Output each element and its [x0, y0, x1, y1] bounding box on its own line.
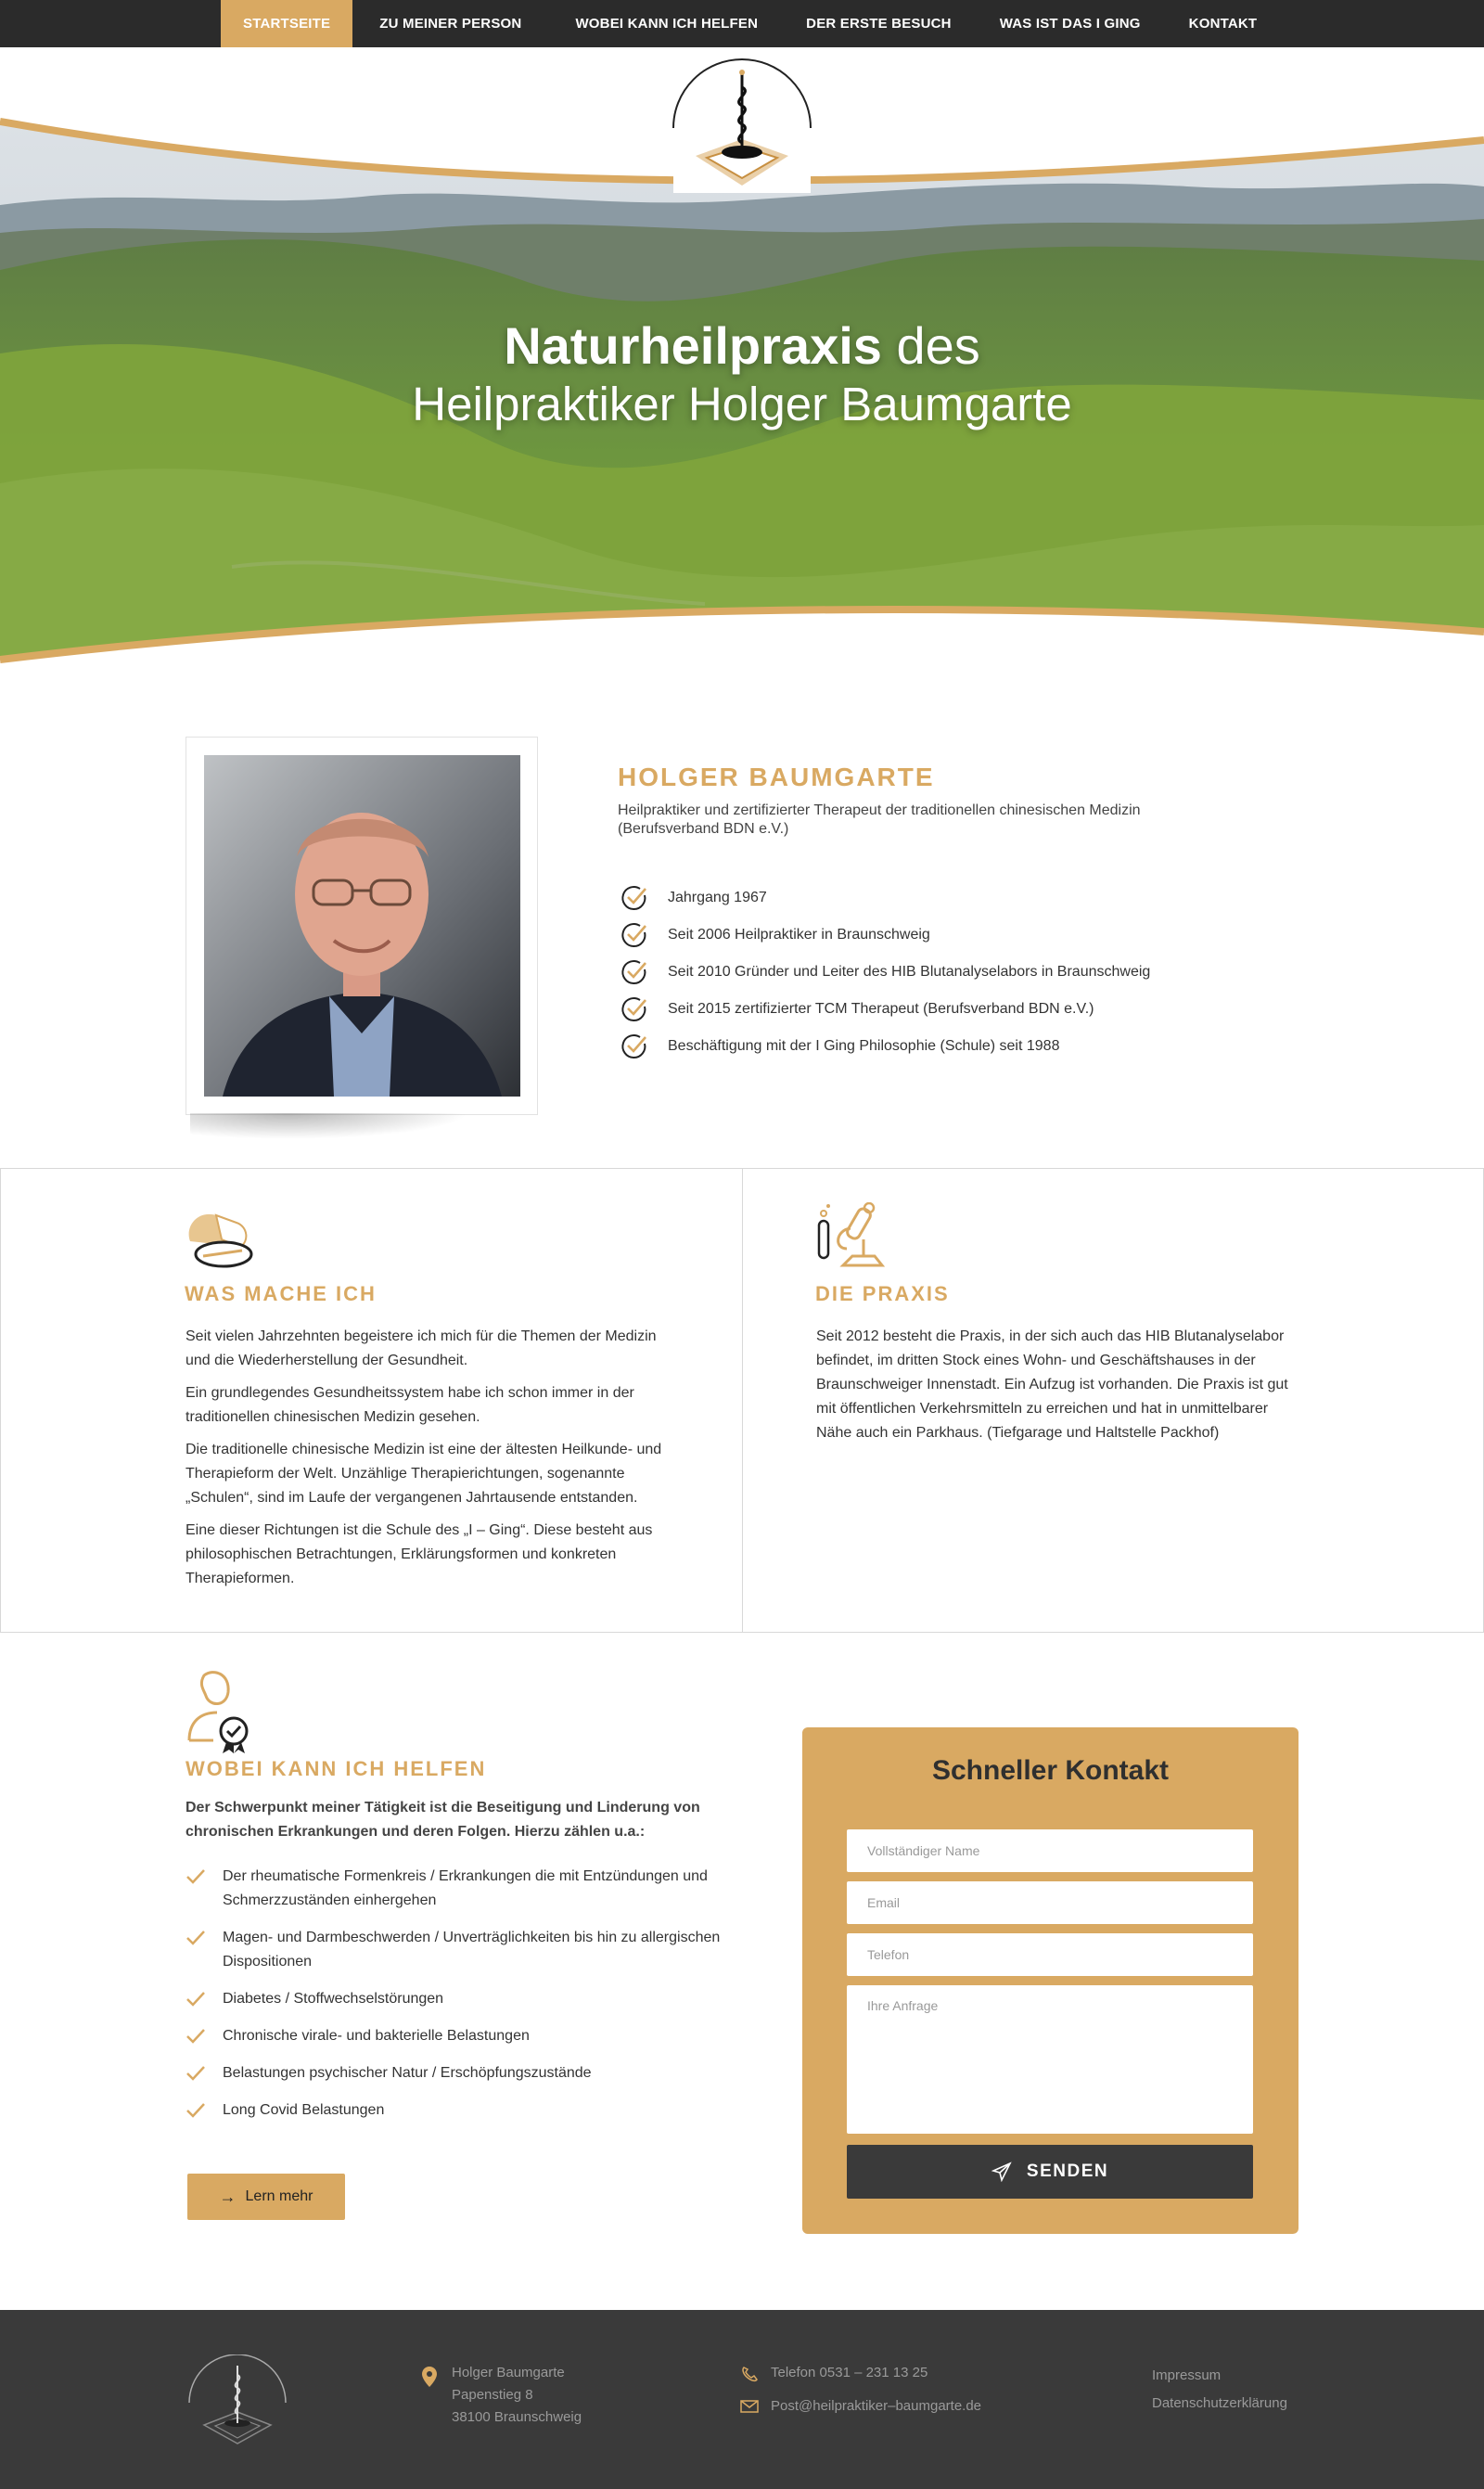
about-fact	[620, 1028, 1150, 1065]
check-circle-icon	[620, 920, 649, 950]
message-textarea[interactable]: Ihre Anfrage	[847, 1985, 1253, 2134]
check-circle-icon	[620, 994, 649, 1024]
nav-item-startseite[interactable]: STARTSEITE	[221, 0, 352, 47]
learn-more-button[interactable]	[187, 2174, 345, 2220]
paragraph: Die traditionelle chinesische Medizin ist eine der ältesten Heilkunde- und Therapieform der Welt. Unzählige Therapierichtungen, sogenannte „Schulen“, sind im Laufe der vergangenen Jahrtausende entstanden.	[186, 1442, 662, 1506]
about-subtitle: Heilpraktiker und zertifizierter Therapeut der traditionellen chinesischen Medizin (Berufsverband BDN e.V.)	[618, 802, 1141, 837]
footer-logo	[186, 2354, 289, 2447]
help-item-text: Long Covid Belastungen	[223, 2102, 385, 2118]
die-praxis-text: Seit 2012 besteht die Praxis, in der sich auch das HIB Blutanalyselabor befindet, im dritten Stock eines Wohn- und Geschäftshauses in der Braunschweiger Innenstadt. Ein Aufzug ist vorhanden. Die Praxis ist gut mit öffentlichen Verkehrsmitteln zu erreichen und hat in unmittelbarer Nähe auch ein Parkhaus. (Tiefgarage und Haltstelle Packhof)	[816, 1328, 1288, 1441]
name-input[interactable]: Vollständiger Name	[847, 1829, 1253, 1872]
help-list-item	[186, 2098, 742, 2123]
help-item-text: Chronische virale- und bakterielle Belastungen	[223, 2028, 530, 2044]
help-list-item	[186, 1987, 742, 2011]
hero-title	[0, 316, 1484, 433]
send-button[interactable]	[847, 2145, 1253, 2199]
about-name: HOLGER BAUMGARTE	[618, 763, 935, 791]
email-input[interactable]: Email	[847, 1881, 1253, 1924]
paragraph: Seit vielen Jahrzehnten begeistere ich mich für die Themen der Medizin und die Wiederherstellung der Gesundheit.	[186, 1328, 657, 1368]
about-fact	[620, 917, 1150, 954]
address-line: 38100 Braunschweig	[452, 2409, 582, 2425]
portrait-frame	[186, 737, 538, 1115]
about-fact-text: Seit 2015 zertifizierter TCM Therapeut (Berufsverband BDN e.V.)	[668, 1001, 1094, 1017]
help-conditions-list	[186, 1865, 742, 2136]
about-fact-text: Beschäftigung mit der I Ging Philosophie (Schule) seit 1988	[668, 1038, 1060, 1054]
footer-email[interactable]: Post@heilpraktiker–baumgarte.de	[771, 2398, 982, 2414]
address-line: Holger Baumgarte	[452, 2365, 565, 2380]
learn-more-label: Lern mehr	[245, 2188, 313, 2204]
check-circle-icon	[620, 883, 649, 913]
paragraph: Ein grundlegendes Gesundheitssystem habe ich schon immer in der traditionellen chinesischen Medizin gesehen.	[186, 1385, 634, 1425]
about-fact-text: Jahrgang 1967	[668, 890, 767, 905]
checkmark-icon	[186, 2064, 206, 2083]
about-fact	[620, 991, 1150, 1028]
send-label: SENDEN	[1026, 2162, 1109, 2181]
address-line: Papenstieg 8	[452, 2387, 533, 2403]
help-intro: Der Schwerpunkt meiner Tätigkeit ist die Beseitigung und Linderung von chronischen Erkrankungen und deren Folgen. Hierzu zählen u.a.:	[186, 1800, 700, 1840]
help-list-item	[186, 1865, 742, 1913]
footer-phone[interactable]: Telefon 0531 – 231 13 25	[771, 2365, 928, 2380]
about-fact-text: Seit 2006 Heilpraktiker in Braunschweig	[668, 927, 930, 943]
box-die-praxis	[742, 1169, 1484, 1633]
therapist-certificate-icon	[186, 1670, 252, 1753]
nav-item-zu-meiner-person[interactable]: ZU MEINER PERSON	[379, 16, 522, 32]
about-fact	[620, 954, 1150, 991]
hero-banner	[0, 47, 1484, 669]
location-pin-icon	[421, 2366, 438, 2388]
check-circle-icon	[620, 1032, 649, 1061]
quick-contact-form	[802, 1727, 1298, 2234]
portrait-shadow	[190, 1113, 468, 1139]
checkmark-icon	[186, 1929, 206, 1947]
help-item-text: Der rheumatische Formenkreis / Erkrankungen die mit Entzündungen und Schmerzzuständen einhergehen	[223, 1868, 708, 1908]
top-navigation	[0, 0, 1484, 47]
paper-plane-icon	[991, 2162, 1012, 2182]
contact-title: Schneller Kontakt	[931, 1755, 1170, 1786]
about-facts-list	[620, 879, 1150, 1065]
info-boxes	[0, 1168, 1484, 1633]
footer	[0, 2310, 1484, 2489]
checkmark-icon	[186, 2101, 206, 2120]
nav-item-kontakt[interactable]: KONTAKT	[1188, 16, 1258, 32]
checkmark-icon	[186, 1867, 206, 1886]
phone-input[interactable]: Telefon	[847, 1933, 1253, 1976]
checkmark-icon	[186, 1990, 206, 2008]
nav-item-was-ist-das-i-ging[interactable]: WAS IST DAS I GING	[999, 16, 1141, 32]
practice-logo	[668, 54, 816, 193]
box-was-mache-ich	[0, 1169, 743, 1633]
help-list-item	[186, 2061, 742, 2085]
was-mache-ich-title: WAS MACHE ICH	[185, 1282, 377, 1305]
nav-item-wobei-kann-ich-helfen[interactable]: WOBEI KANN ICH HELFEN	[575, 16, 759, 32]
mail-icon	[740, 2400, 759, 2413]
datenschutz-link[interactable]: Datenschutzerklärung	[1152, 2395, 1287, 2411]
checkmark-icon	[186, 2027, 206, 2046]
hero-title-light: des	[881, 316, 980, 375]
impressum-link[interactable]: Impressum	[1152, 2367, 1222, 2383]
was-mache-ich-text	[186, 1325, 677, 1599]
microscope-icon	[815, 1202, 889, 1269]
pills-icon	[185, 1204, 259, 1271]
help-item-text: Magen- und Darmbeschwerden / Unverträglichkeiten bis hin zu allergischen Dispositionen	[223, 1930, 721, 1969]
die-praxis-title: DIE PRAXIS	[815, 1282, 950, 1305]
footer-links	[1152, 2362, 1287, 2418]
help-item-text: Belastungen psychischer Natur / Erschöpfungszustände	[223, 2065, 592, 2081]
phone-icon	[740, 2366, 759, 2382]
nav-menu	[221, 0, 1279, 47]
about-fact-text: Seit 2010 Gründer und Leiter des HIB Blutanalyselabors in Braunschweig	[668, 964, 1151, 980]
help-list-item	[186, 1926, 742, 1974]
help-title: WOBEI KANN ICH HELFEN	[186, 1757, 487, 1780]
nav-item-der-erste-besuch[interactable]: DER ERSTE BESUCH	[806, 16, 952, 32]
about-fact	[620, 879, 1150, 917]
paragraph: Eine dieser Richtungen ist die Schule des „I – Ging“. Diese besteht aus philosophischen Betrachtungen, Erklärungsformen und konkreten Therapieformen.	[186, 1522, 653, 1586]
help-item-text: Diabetes / Stoffwechselstörungen	[223, 1991, 444, 2007]
hero-title-bold: Naturheilpraxis	[504, 316, 882, 375]
arrow-right-icon: →	[219, 2187, 237, 2206]
portrait-photo	[204, 755, 520, 1097]
check-circle-icon	[620, 957, 649, 987]
footer-address	[452, 2362, 582, 2429]
hero-title-line2: Heilpraktiker Holger Baumgarte	[412, 378, 1072, 430]
help-list-item	[186, 2024, 742, 2048]
